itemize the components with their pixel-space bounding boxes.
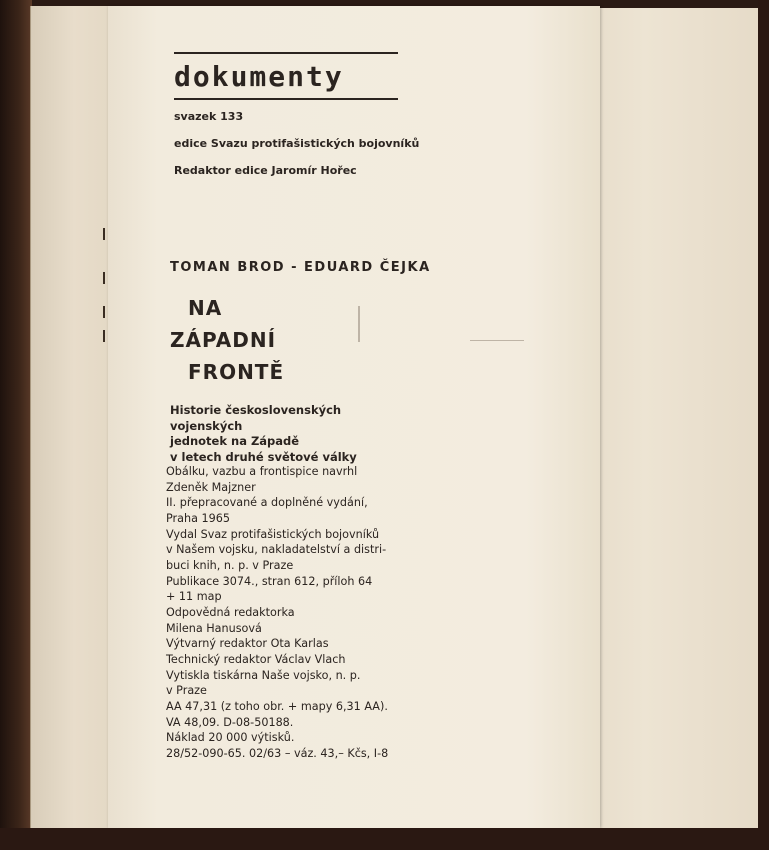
- underlying-text-mark: [103, 330, 105, 342]
- imprint-line: Milena Hanusová: [166, 621, 262, 635]
- imprint-line: II. přepracované a doplněné vydání,: [166, 496, 368, 510]
- imprint-line: 28/52-090-65. 02/63 – váz. 43,– Kčs, I-8: [166, 746, 389, 760]
- imprint-line: Náklad 20 000 výtisků.: [166, 731, 295, 745]
- book-title-line-2: ZÁPADNÍ: [170, 328, 277, 352]
- book-authors: TOMAN BROD - EDUARD ČEJKA: [170, 260, 431, 275]
- underlying-text-mark: [103, 306, 105, 318]
- facing-page: [596, 8, 759, 830]
- imprint-block: [166, 464, 426, 761]
- pencil-mark: [470, 340, 524, 341]
- imprint-line: Vytiskla tiskárna Naše vojsko, n. p.: [166, 668, 361, 682]
- subtitle-line: Historie československých vojenských: [170, 403, 342, 433]
- book-title-line-1: NA: [188, 296, 223, 320]
- imprint-line: Zdeněk Majzner: [166, 480, 256, 494]
- book-spine: [0, 0, 32, 850]
- series-editor: Redaktor edice Jaromír Hořec: [174, 164, 357, 177]
- subtitle-line: jednotek na Západě: [170, 434, 300, 448]
- imprint-line: v Praze: [166, 684, 207, 698]
- imprint-line: VA 48,09. D-08-50188.: [166, 715, 294, 729]
- imprint-line: Publikace 3074., stran 612, příloh 64: [166, 574, 373, 588]
- imprint-line: Vydal Svaz protifašistických bojovníků: [166, 527, 380, 541]
- imprint-line: Výtvarný redaktor Ota Karlas: [166, 637, 329, 651]
- underlying-text-mark: [103, 272, 105, 284]
- imprint-line: Praha 1965: [166, 511, 230, 525]
- underlying-text-mark: [103, 228, 105, 240]
- imprint-line: v Našem vojsku, nakladatelství a distri-: [166, 543, 387, 557]
- imprint-line: buci knih, n. p. v Praze: [166, 558, 294, 572]
- series-name: dokumenty: [174, 60, 344, 93]
- bottom-shadow: [0, 828, 769, 850]
- imprint-line: Technický redaktor Václav Vlach: [166, 652, 346, 666]
- subtitle-line: v letech druhé světové války: [170, 449, 357, 464]
- underlying-page-edge: [30, 6, 117, 828]
- imprint-line: AA 47,31 (z toho obr. + mapy 6,31 AA).: [166, 699, 388, 713]
- right-cover-edge: [758, 0, 769, 850]
- pencil-mark: [358, 306, 360, 342]
- imprint-line: Obálku, vazbu a frontispice navrhl: [166, 465, 358, 478]
- imprint-line: + 11 map: [166, 590, 222, 604]
- book-title-line-3: FRONTĚ: [188, 360, 285, 384]
- series-edition: edice Svazu protifašistických bojovníků: [174, 137, 420, 150]
- series-title-box: [174, 52, 398, 100]
- book-subtitle: [170, 403, 410, 465]
- series-volume: svazek 133: [174, 110, 244, 123]
- imprint-line: Odpovědná redaktorka: [166, 605, 295, 619]
